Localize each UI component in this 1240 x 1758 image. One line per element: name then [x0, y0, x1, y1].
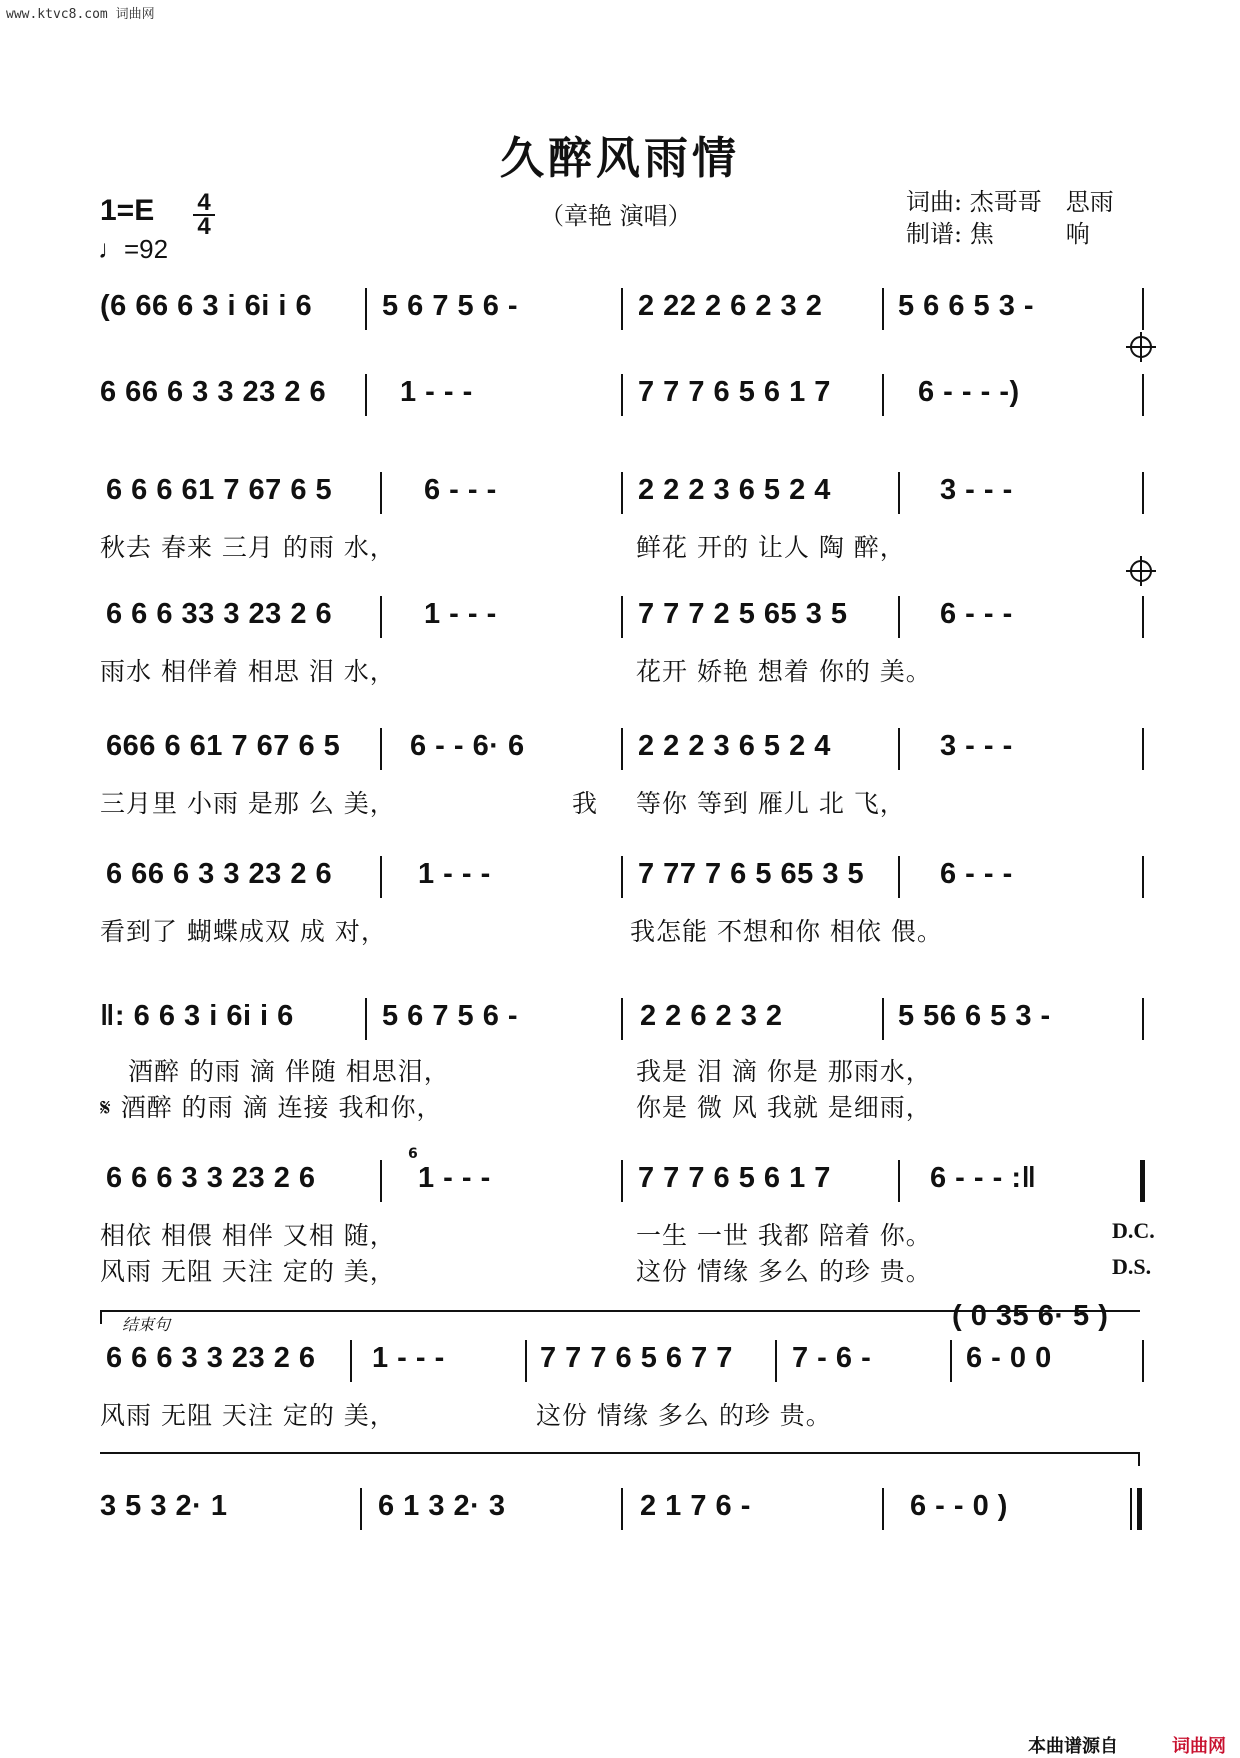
notes-r3-m1: 6 6 6 33 3 23 2 6: [106, 598, 333, 630]
lyrics-r3-a: 雨水 相伴着 相思 泪 水，: [100, 657, 396, 686]
barline: [350, 1340, 352, 1382]
notes-r5-m4: 6 - - -: [940, 858, 1013, 890]
barline: [775, 1340, 777, 1382]
barline: [1142, 374, 1144, 416]
barline: [525, 1340, 527, 1382]
barline: [1130, 1488, 1132, 1530]
notes-r8-m2: 1 - - -: [372, 1342, 445, 1374]
barline: [365, 288, 367, 330]
barline: [882, 1488, 884, 1530]
barline: [1142, 998, 1144, 1040]
notes-r6-m1: ‖: 6 6 3 i 6i i 6: [100, 1000, 294, 1032]
barline: [898, 472, 900, 514]
notes-r6-m2: 5 6 7 5 6 -: [382, 1000, 519, 1032]
barline: [380, 1160, 382, 1202]
barline: [621, 1488, 623, 1530]
notes-r7-m1: 6 6 6 3 3 23 2 6: [106, 1162, 316, 1194]
barline: [621, 596, 623, 638]
lyrics-r3-b: 花开 娇艳 想着 你的 美。: [636, 657, 932, 686]
lyrics-r5-a: 看到了 蝴蝶成双 成 对，: [100, 917, 387, 946]
barline: [882, 288, 884, 330]
notes-r2-m3: 2 2 2 3 6 5 2 4: [638, 474, 831, 506]
barline: [621, 374, 623, 416]
notes-r1-m1: 6 66 6 3 3 23 2 6: [100, 376, 327, 408]
singer: （章艳 演唱）: [540, 202, 692, 230]
notes-r3-m2: 1 - - -: [424, 598, 497, 630]
barline: [1142, 288, 1144, 330]
lyrics-r8-a: 风雨 无阻 天注 定的 美，: [100, 1401, 396, 1430]
notes-r1-m4: 6 - - - -): [918, 376, 1020, 408]
lyrics-r2-b: 鲜花 开的 让人 陶 醉，: [636, 533, 906, 562]
final-bar: [1137, 1488, 1142, 1530]
barline: [621, 472, 623, 514]
notes-r8-m3: 7 7 7 6 5 6 7 7: [540, 1342, 733, 1374]
lyrics-r7-v2a: 风雨 无阻 天注 定的 美，: [100, 1257, 396, 1286]
grace-note: 6: [408, 1146, 418, 1162]
barline: [1142, 728, 1144, 770]
notes-r6-m3: 2 2 6 2 3 2: [640, 1000, 783, 1032]
notes-r9-m1: 3 5 3 2· 1: [100, 1490, 228, 1522]
notes-r4-m4: 3 - - -: [940, 730, 1013, 762]
lyrics-r5-b: 我怎能 不想和你 相依 偎。: [630, 917, 943, 946]
barline: [380, 856, 382, 898]
notes-r4-m2: 6 - - 6· 6: [410, 730, 525, 762]
barline: [621, 288, 623, 330]
notes-r8-m1: 6 6 6 3 3 23 2 6: [106, 1342, 316, 1374]
notes-r1-m3: 7 7 7 6 5 6 1 7: [638, 376, 831, 408]
barline: [360, 1488, 362, 1530]
barline: [882, 374, 884, 416]
barline: [1142, 596, 1144, 638]
footer-site: 词曲网: [1172, 1736, 1226, 1757]
notes-r8-m4: 7 - 6 -: [792, 1342, 872, 1374]
barline: [950, 1340, 952, 1382]
notes-r8-m5: 6 - 0 0: [966, 1342, 1052, 1374]
barline: [1142, 856, 1144, 898]
lyrics-r4-a: 三月里 小雨 是那 么 美，: [100, 789, 396, 818]
notes-r2-m2: 6 - - -: [424, 474, 497, 506]
lyrics-r2-a: 秋去 春来 三月 的雨 水，: [100, 533, 396, 562]
notes-r7-m2: 1 - - -: [418, 1162, 491, 1194]
notes-r9-m4: 6 - - 0 ): [910, 1490, 1008, 1522]
page-title: 久醉风雨情: [500, 133, 740, 184]
watermark: www.ktvc8.com 词曲网: [6, 7, 155, 22]
barline: [380, 728, 382, 770]
barline: [621, 728, 623, 770]
barline: [1142, 1340, 1144, 1382]
lyrics-r8-b: 这份 情缘 多么 的珍 贵。: [536, 1401, 832, 1430]
notes-r9-m2: 6 1 3 2· 3: [378, 1490, 506, 1522]
lyrics-r6-v2b: 你是 微 风 我就 是细雨，: [636, 1093, 932, 1122]
lyrics-r7-v2b: 这份 情缘 多么 的珍 贵。: [636, 1257, 932, 1286]
notes-r3-m4: 6 - - -: [940, 598, 1013, 630]
lyrics-r7-v1b: 一生 一世 我都 陪着 你。: [636, 1221, 932, 1250]
barline: [898, 728, 900, 770]
notes-r2-m4: 3 - - -: [940, 474, 1013, 506]
notes-r7-m3: 7 7 7 6 5 6 1 7: [638, 1162, 831, 1194]
notes-r5-m3: 7 77 7 6 5 65 3 5: [638, 858, 865, 890]
notes-r5-m1: 6 66 6 3 3 23 2 6: [106, 858, 333, 890]
notes-r9-m3: 2 1 7 6 -: [640, 1490, 751, 1522]
outro-bracket: [100, 1452, 1140, 1454]
time-signature: [193, 189, 215, 240]
ending-top-notes: ( 0 35 6· 5 ): [952, 1300, 1109, 1332]
barline: [621, 856, 623, 898]
notes-r3-m3: 7 7 7 2 5 65 3 5: [638, 598, 848, 630]
lyrics-r6-v1b: 我是 泪 滴 你是 那雨水，: [636, 1057, 932, 1086]
ds-mark: D.S.: [1112, 1254, 1152, 1279]
barline: [365, 998, 367, 1040]
time-sig-bottom: 4: [193, 214, 215, 238]
lyrics-r4-b: 我: [572, 789, 599, 818]
notes-r5-m2: 1 - - -: [418, 858, 491, 890]
notes-r1-m2: 1 - - -: [400, 376, 473, 408]
barline: [365, 374, 367, 416]
notes-r0-m2: 5 6 7 5 6 -: [382, 290, 519, 322]
notes-r0-m4: 5 6 6 5 3 -: [898, 290, 1035, 322]
barline: [380, 472, 382, 514]
barline: [898, 596, 900, 638]
notes-r0-m3: 2 22 2 6 2 3 2: [638, 290, 823, 322]
notes-r2-m1: 6 6 6 61 7 67 6 5: [106, 474, 333, 506]
time-sig-top: 4: [197, 189, 211, 216]
barline: [898, 856, 900, 898]
barline: [621, 998, 623, 1040]
barline: [380, 596, 382, 638]
tempo-marking: ♩=92: [98, 234, 169, 264]
barline: [898, 1160, 900, 1202]
credit-arranger: 制谱: 焦 响: [906, 220, 1090, 248]
notes-r7-m4: 6 - - - :‖: [930, 1162, 1037, 1194]
coda-icon: [1130, 336, 1152, 358]
barline: [882, 998, 884, 1040]
notes-r4-m3: 2 2 2 3 6 5 2 4: [638, 730, 831, 762]
ending-label: 结束句: [122, 1315, 171, 1334]
footer-source: 本曲谱源自: [1028, 1736, 1118, 1757]
notes-r0-m1: (6 66 6 3 i 6i i 6: [100, 290, 313, 322]
coda-icon: [1130, 560, 1152, 582]
dc-mark: D.C.: [1112, 1218, 1155, 1243]
lyrics-r6-v1a: 酒醉 的雨 滴 伴随 相思泪，: [128, 1057, 450, 1086]
ending-bracket-left: [100, 1310, 102, 1324]
repeat-end-bar: [1140, 1160, 1145, 1202]
key-signature: 1=E: [100, 194, 155, 227]
lyrics-r4-c: 等你 等到 雁儿 北 飞，: [636, 789, 906, 818]
credit-lyrics-music: 词曲: 杰哥哥 思雨: [906, 188, 1114, 216]
outro-bracket-right: [1138, 1452, 1140, 1466]
barline: [621, 1160, 623, 1202]
lyrics-r7-v1a: 相依 相偎 相伴 又相 随，: [100, 1221, 396, 1250]
notes-r4-m1: 666 6 61 7 67 6 5: [106, 730, 341, 762]
barline: [1142, 472, 1144, 514]
notes-r6-m4: 5 56 6 5 3 -: [898, 1000, 1051, 1032]
lyrics-r6-v2a: 𝄋 酒醉 的雨 滴 连接 我和你，: [100, 1093, 443, 1122]
